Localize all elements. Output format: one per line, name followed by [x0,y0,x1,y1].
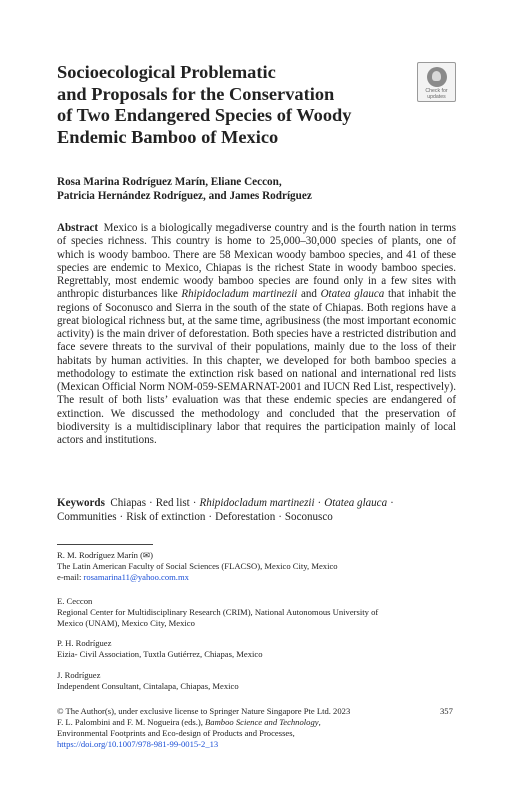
copyright-line: © The Author(s), under exclusive license to Springer Nature Singapore Pte Ltd. 2023 [57,706,351,716]
badge-text: Check for updates [425,88,448,100]
doi-link[interactable]: https://doi.org/10.1007/978-981-99-0015-2_13 [57,739,219,750]
abstract-text: that inhabit the regions of Soconusco and Sierra in the south of the state of Chiapas. Both regions have a great biological richness but, at the same time, agribusiness (the most important economic activity) is the main driver of deforestation. Both species have a restricted distribution and face severe threats to the survival of their populations, mainly due to the loss of their habitats by human activities. In this chapter, we developed for both bamboo species a methodology to estimate the extinction risk based on national and international red lists (Mexican Official Norm NOM-059-SEMARNAT-2001 and IUCN Red List, respectively). The result of both lists’ evaluation was that these endemic species are endangered of extinction. We discussed the methodology and concluded that the preservation of biodiversity is a multidisciplinary labor that requires the participation mainly of local actors and institutions. [57,288,456,446]
abstract-text: Mexico is a biologically megadiverse country and is the fourth nation in terms of species richness. This country is home to 25,000–30,000 species of plants, one of which is woody bamboo. There are 58 Mexican woody bamboo species, and 41 of these species are endemic to Mexico, Chiapas is the richest State in woody bamboo species. Regrettably, most endemic woody bamboo species are found only in a few sites with anthropic disturbances like [57,222,456,301]
keyword-separator: · [149,497,153,509]
author-list [57,175,477,203]
title-line: and Proposals for the Conservation [57,83,335,104]
title-line: Socioecological Problematic [57,62,276,82]
email-link[interactable]: rosamarina11@yahoo.com.mx [83,572,189,583]
keyword: Otatea glauca [324,497,388,509]
publication-footer [57,706,457,750]
keyword: Soconusco [284,511,333,523]
author-line: Patricia Hernández Rodríguez, and James Rodríguez [57,190,312,203]
title-line: of Two Endangered Species of Woody [57,105,352,126]
keywords-label: Keywords [57,497,105,509]
affiliation-author: J. Rodríguez [57,670,101,680]
series-line: Environmental Footprints and Eco-design of Products and Processes, [57,728,295,739]
keyword-separator: · [192,497,197,509]
keyword: Risk of extinction [126,511,206,523]
page-number: 357 [440,706,453,716]
affiliation-author: P. H. Rodríguez [57,638,112,648]
email-line: e-mail: rosamarina11@yahoo.com.mx [57,572,189,583]
keyword: Chiapas [110,497,146,509]
species-name: Rhipidocladum martinezii [181,288,298,301]
abstract-label: Abstract [57,222,99,234]
affiliation-line: Mexico (UNAM), Mexico City, Mexico [57,618,195,629]
title-line: Endemic Bamboo of Mexico [57,126,279,147]
check-for-updates-badge[interactable] [417,62,456,102]
keyword: Red list [155,497,190,509]
affiliation-line: Eizia- Civil Association, Tuxtla Gutiérrez, Chiapas, Mexico [57,649,263,660]
keyword-separator: · [208,511,213,523]
affiliation-2 [57,596,457,629]
citation-line: F. L. Palombini and F. M. Nogueira (eds.), Bamboo Science and Technology, [57,717,321,728]
affiliation-3 [57,638,457,660]
affiliation-line: Regional Center for Multidisciplinary Research (CRIM), National Autonomous University of [57,607,379,618]
keyword-separator: · [119,511,124,523]
affiliation-4 [57,670,457,692]
book-title: Bamboo Science and Technology [205,717,319,728]
keyword: Rhipidocladum martinezii [199,497,315,509]
check-updates-icon [427,67,447,87]
species-name: Otatea glauca [320,288,385,301]
abstract: Abstract Mexico is a biologically megadiverse country and is the fourth nation in terms of species richness. This country is home to 25,000–30,000 species of plants, one of which is woody bamboo. There are 58 Mexican woody bamboo species, and 41 of these species are endemic to Mexico, Chiapas is the richest State in woody bamboo species. Regrettably, most endemic woody bamboo species are found only in a few sites with anthropic disturbances like Rhipidocladum martinezii and Otatea glauca that inhabit the regions of Soconusco and Sierra in the south of the state of Chiapas. Both regions have a great biological richness but, at the same time, agribusiness (the most important economic activity) is the main driver of deforestation. Both species have a restricted distribution and face severe threats to the survival of their populations, mainly due to the loss of their habitats by human activities. In this chapter, we developed for both bamboo species a methodology to estimate the extinction risk based on national and international red lists (Mexican Official Norm NOM-059-SEMARNAT-2001 and IUCN Red List, respectively). The result of both lists’ evaluation was that these endemic species are endangered of extinction. We discussed the methodology and concluded that the preservation of biodiversity is a multidisciplinary labor that requires the participation mainly of local actors and institutions. [57,222,456,446]
affiliation-line: The Latin American Faculty of Social Sciences (FLACSO), Mexico City, Mexico [57,561,338,572]
keyword-separator: · [390,497,394,509]
affiliation-author: R. M. Rodríguez Marín (✉) [57,550,153,560]
affiliation-author: E. Ceccon [57,596,93,606]
keywords [57,496,457,524]
footnote-divider [57,544,153,545]
keyword: Communities [57,511,117,523]
affiliation-1 [57,550,457,583]
author-line: Rosa Marina Rodríguez Marín, Eliane Ceccon, [57,176,282,188]
keyword-separator: · [317,497,322,509]
keyword-separator: · [278,511,282,523]
affiliation-line: Independent Consultant, Cintalapa, Chiapas, Mexico [57,681,239,692]
chapter-title [57,62,397,148]
keyword: Deforestation [215,511,276,523]
